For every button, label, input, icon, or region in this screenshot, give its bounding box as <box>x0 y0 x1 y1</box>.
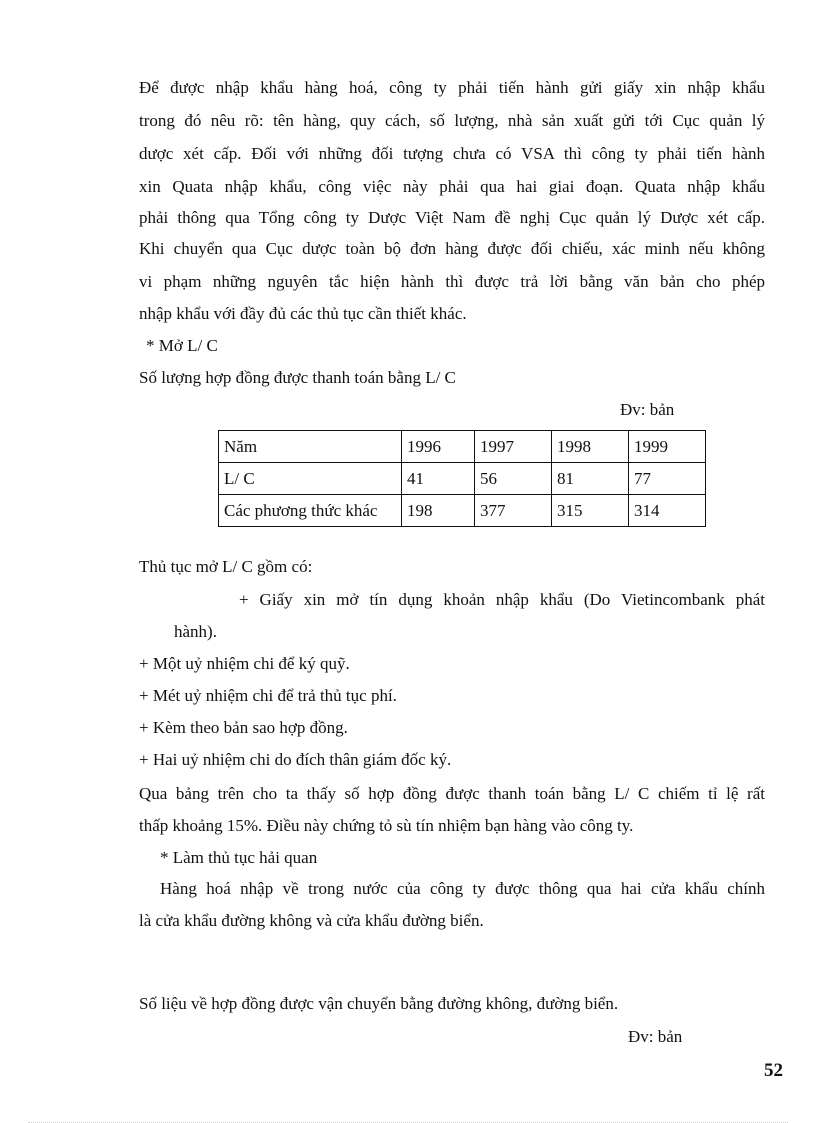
table-cell: 41 <box>402 463 475 495</box>
table-cell: 198 <box>402 495 475 527</box>
procedure-item: + Hai uỷ nhiệm chi do đích thân giám đốc ký. <box>139 750 452 769</box>
table2-unit: Đv: bản <box>628 1027 683 1046</box>
table-cell: 77 <box>629 463 706 495</box>
paragraph-line: vi phạm những nguyên tắc hiện hành thì được trả lời bằng văn bản cho phép <box>139 272 765 291</box>
conclusion-line: Qua bảng trên cho ta thấy số hợp đồng được thanh toán bằng L/ C chiếm tỉ lệ rất <box>139 784 765 803</box>
procedure-item: + Một uỷ nhiệm chi để ký quỹ. <box>139 654 350 673</box>
procedure-item: + Kèm theo bản sao hợp đồng. <box>139 718 348 737</box>
paragraph-line: xin Quata nhập khẩu, công việc này phải qua hai giai đoạn. Quata nhập khẩu <box>139 177 765 196</box>
table-row <box>219 495 706 527</box>
customs-line: Hàng hoá nhập về trong nước của công ty được thông qua hai cửa khẩu chính <box>160 879 765 898</box>
table-cell: 1996 <box>402 431 475 463</box>
section-heading-lc: * Mở L/ C <box>146 336 218 355</box>
table1-caption: Số lượng hợp đồng được thanh toán bằng L/ C <box>139 368 456 387</box>
table-cell: 314 <box>629 495 706 527</box>
table-cell: 315 <box>552 495 629 527</box>
section-heading-customs: * Làm thủ tục hải quan <box>160 848 318 867</box>
procedure-item-continued: hành). <box>174 622 217 641</box>
procedure-title: Thủ tục mở L/ C gồm có: <box>139 557 313 576</box>
lc-contracts-table <box>218 430 706 527</box>
paragraph-line: Khi chuyển qua Cục dược toàn bộ đơn hàng được đối chiếu, xác minh nếu không <box>139 239 765 258</box>
table-cell: Các phương thức khác <box>219 495 402 527</box>
table1-unit: Đv: bản <box>620 400 675 419</box>
table-cell: 1997 <box>475 431 552 463</box>
paragraph-line: trong đó nêu rõ: tên hàng, quy cách, số lượng, nhà sản xuất gửi tới Cục quản lý <box>139 111 765 130</box>
paragraph-line: phải thông qua Tổng công ty Dược Việt Nam đề nghị Cục quản lý Dược xét cấp. <box>139 208 765 227</box>
paragraph-line: Để được nhập khẩu hàng hoá, công ty phải tiến hành gửi giấy xin nhập khẩu <box>139 78 765 97</box>
table-cell: 377 <box>475 495 552 527</box>
table-cell: 1998 <box>552 431 629 463</box>
table-row <box>219 463 706 495</box>
customs-line: là cửa khẩu đường không và cửa khẩu đường biển. <box>139 911 484 930</box>
procedure-item: + Mét uỷ nhiệm chi để trả thủ tục phí. <box>139 686 397 705</box>
table-cell: Năm <box>219 431 402 463</box>
page-number: 52 <box>764 1060 783 1081</box>
table-cell: 56 <box>475 463 552 495</box>
table-cell: 1999 <box>629 431 706 463</box>
table-cell: 81 <box>552 463 629 495</box>
conclusion-line: thấp khoảng 15%. Điều này chứng tỏ sù tín nhiệm bạn hàng vào công ty. <box>139 816 634 835</box>
table-cell: L/ C <box>219 463 402 495</box>
procedure-item: + Giấy xin mở tín dụng khoản nhập khẩu (Do Vietincombank phát <box>239 590 765 609</box>
paragraph-line: dược xét cấp. Đối với những đối tượng chưa có VSA thì công ty phải tiến hành <box>139 144 765 163</box>
table2-caption: Số liệu về hợp đồng được vận chuyển bằng đường không, đường biển. <box>139 994 619 1013</box>
table-header-row <box>219 431 706 463</box>
paragraph-line: nhập khẩu với đầy đủ các thủ tục cần thiết khác. <box>139 304 467 323</box>
